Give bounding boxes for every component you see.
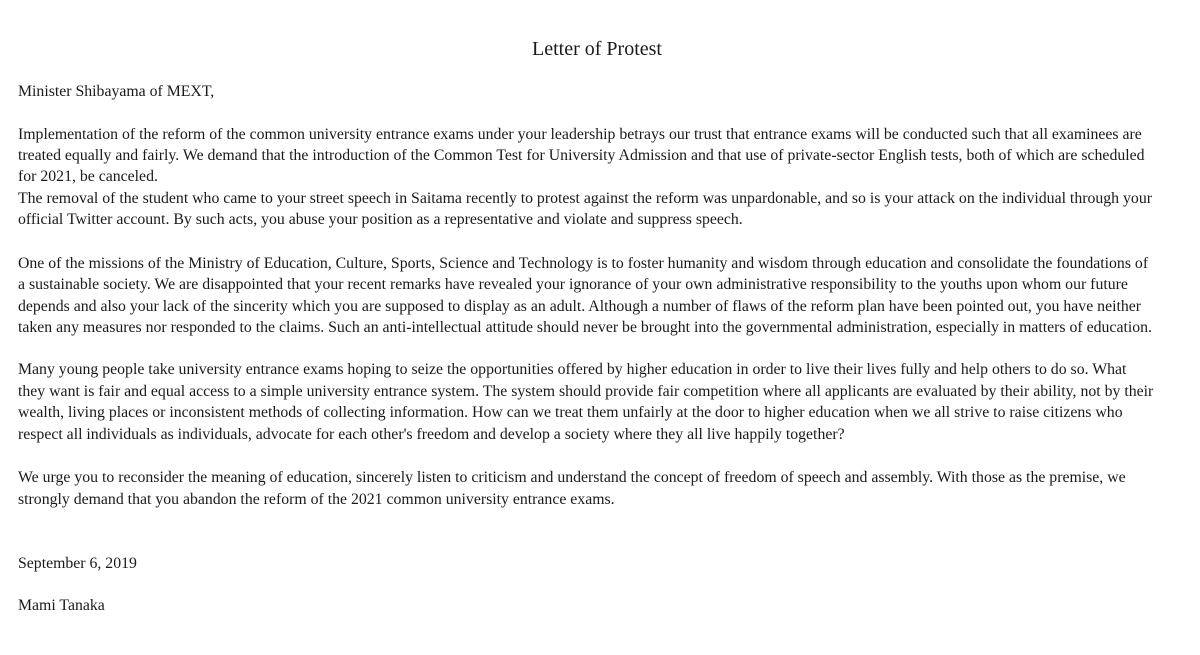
letter-title: Letter of Protest bbox=[532, 38, 662, 60]
paragraph-2-line-1: The removal of the student who came to your street speech in Saitama recently to protest against the reform was unpardonable, and so is your attack on the individual through your bbox=[18, 190, 1152, 207]
paragraph-5-line-2: strongly demand that you abandon the reform of the 2021 common university entrance exams. bbox=[18, 491, 615, 508]
paragraph-3-line-4: taken any measures nor responded to the claims. Such an anti-intellectual attitude should never be brought into the governmental administration, especially in matters of education. bbox=[18, 319, 1152, 336]
paragraph-4-line-3: wealth, living places or inconsistent methods of collecting information. How can we treat them unfairly at the door to higher education when we all strive to raise citizens who bbox=[18, 404, 1123, 421]
paragraph-1-line-2: treated equally and fairly. We demand that the introduction of the Common Test for University Admission and that use of private-sector English tests, both of which are scheduled bbox=[18, 147, 1145, 164]
signature-name: Mami Tanaka bbox=[18, 597, 105, 614]
salutation: Minister Shibayama of MEXT, bbox=[18, 83, 215, 100]
paragraph-4-line-4: respect all individuals as individuals, advocate for each other's freedom and develop a society where they all live happily together? bbox=[18, 426, 845, 443]
letter-date: September 6, 2019 bbox=[18, 555, 137, 572]
paragraph-1-line-1: Implementation of the reform of the common university entrance exams under your leadership betrays our trust that entrance exams will be conducted such that all examinees are bbox=[18, 126, 1142, 143]
paragraph-2-line-2: official Twitter account. By such acts, you abuse your position as a representative and violate and suppress speech. bbox=[18, 211, 743, 228]
paragraph-3-line-3: depends and also your lack of the sincerity which you are supposed to display as an adult. Although a number of flaws of the reform plan have been pointed out, you have neither bbox=[18, 298, 1142, 315]
paragraph-4-line-1: Many young people take university entrance exams hoping to seize the opportunities offered by higher education in order to live their lives fully and help others to do so. What bbox=[18, 361, 1127, 378]
paragraph-4-line-2: they want is fair and equal access to a simple university entrance system. The system should provide fair competition where all applicants are evaluated by their ability, not by their bbox=[18, 383, 1154, 400]
paragraph-3-line-1: One of the missions of the Ministry of Education, Culture, Sports, Science and Technology is to foster humanity and wisdom through education and consolidate the foundations of bbox=[18, 255, 1149, 272]
paragraph-3-line-2: a sustainable society. We are disappointed that your recent remarks have revealed your ignorance of your own administrative responsibility to the youths upon whom our future bbox=[18, 276, 1128, 293]
paragraph-1-line-3: for 2021, be canceled. bbox=[18, 168, 158, 185]
paragraph-5-line-1: We urge you to reconsider the meaning of education, sincerely listen to criticism and understand the concept of freedom of speech and assembly. With those as the premise, we bbox=[18, 469, 1126, 486]
